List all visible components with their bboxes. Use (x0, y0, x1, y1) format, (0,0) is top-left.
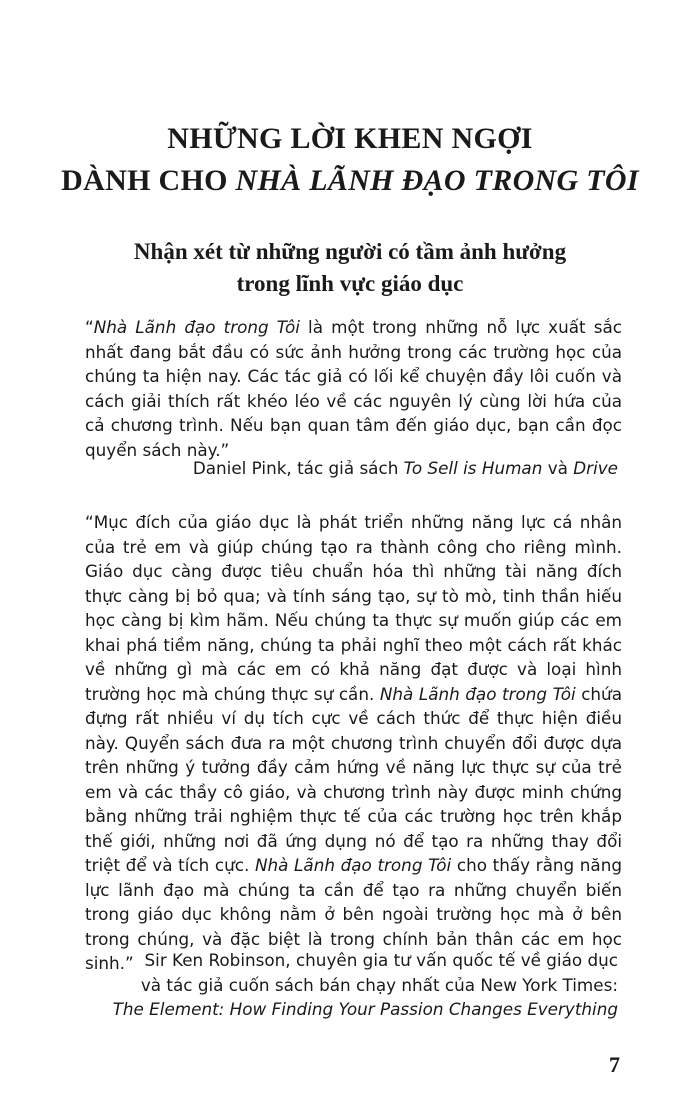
attribution-prefix: Daniel Pink, tác giả sách (192, 458, 404, 478)
quote-book-title-b: Nhà Lãnh đạo trong Tôi (254, 855, 452, 875)
section-title-line1: Nhận xét từ những người có tầm ảnh hưởng (133, 239, 567, 264)
attribution-book2: Drive (573, 458, 618, 478)
page-heading-line1: NHỮNG LỜI KHEN NGỢI (167, 122, 533, 155)
page-heading-line2 (0, 160, 700, 202)
attribution-line1: Sir Ken Robinson, chuyên gia tư vấn quốc tế về giáo dục (144, 950, 618, 970)
page-number: 7 (609, 1052, 620, 1077)
quote-daniel-pink (85, 315, 622, 462)
quote-book-title-a: Nhà Lãnh đạo trong Tôi (379, 683, 576, 704)
attribution-ken-robinson (58, 948, 618, 1022)
section-title-line2: trong lĩnh vực giáo dục (236, 271, 464, 296)
quote-ken-robinson (85, 510, 622, 976)
attribution-line2: và tác giả cuốn sách bán chạy nhất của New York Times: (140, 974, 618, 995)
quote-open-mark: “ (85, 317, 94, 337)
quote-part1: “Mục đích của giáo dục là phát triển những năng lực cá nhân của trẻ em và giúp chúng tạo ra thành công cho riêng mình. Giáo dục càng được tiêu chuẩn hóa thì những tài năng đích thực càng bị bỏ qua; và tính sáng tạo, sự tò mò, tinh thần hiếu học càng bị kìm hãm. Nếu chúng ta thực sự muốn giúp các em khai phá tiềm năng, chúng ta phải nghĩ theo một cách rất khác về những gì mà các em có khả năng đạt được và loại hình trường học mà chúng thực sự cần. (85, 512, 622, 704)
attribution-book-title: The Element: How Finding Your Passion Changes Everything (112, 999, 618, 1019)
heading-prefix: DÀNH CHO (61, 164, 236, 197)
quote-part3: cho thấy rằng năng lực lãnh đạo mà chúng ta cần để tạo ra những chuyển biến trong giáo dục không nằm ở bên ngoài trường học mà ở bên trong chúng, và đặc biệt là trong chính bản thân các em học sinh.” (85, 855, 622, 973)
attribution-daniel-pink (58, 456, 618, 481)
attribution-and: và (542, 458, 574, 478)
attribution-book1: To Sell is Human (403, 458, 543, 478)
quote-text: là một trong những nỗ lực xuất sắc nhất đang bắt đầu có sức ảnh hưởng trong các trường học của chúng ta hiện nay. Các tác giả có lối kể chuyện đầy lôi cuốn và cách giải thích rất khéo léo về các nguyên lý cùng lời hứa của cả chương trình. Nếu bạn quan tâm đến giáo dục, bạn cần đọc quyển sách này.” (85, 317, 622, 460)
heading-book-title: NHÀ LÃNH ĐẠO TRONG TÔI (235, 164, 639, 197)
quote-book-title: Nhà Lãnh đạo trong Tôi (93, 317, 300, 337)
quote-part2: chứa đựng rất nhiều ví dụ tích cực về cách thức để thực hiện điều này. Quyển sách đưa ra một chương trình chuyển đổi được dựa trên những ý tưởng đầy cảm hứng về năng lực thực sự của trẻ em và các thầy cô giáo, và chương trình này được minh chứng bằng những trải nghiệm thực tế của các trường học trên khắp thế giới, những nơi đã ứng dụng nó để tạo ra những thay đổi triệt để và tích cực. (85, 683, 622, 875)
